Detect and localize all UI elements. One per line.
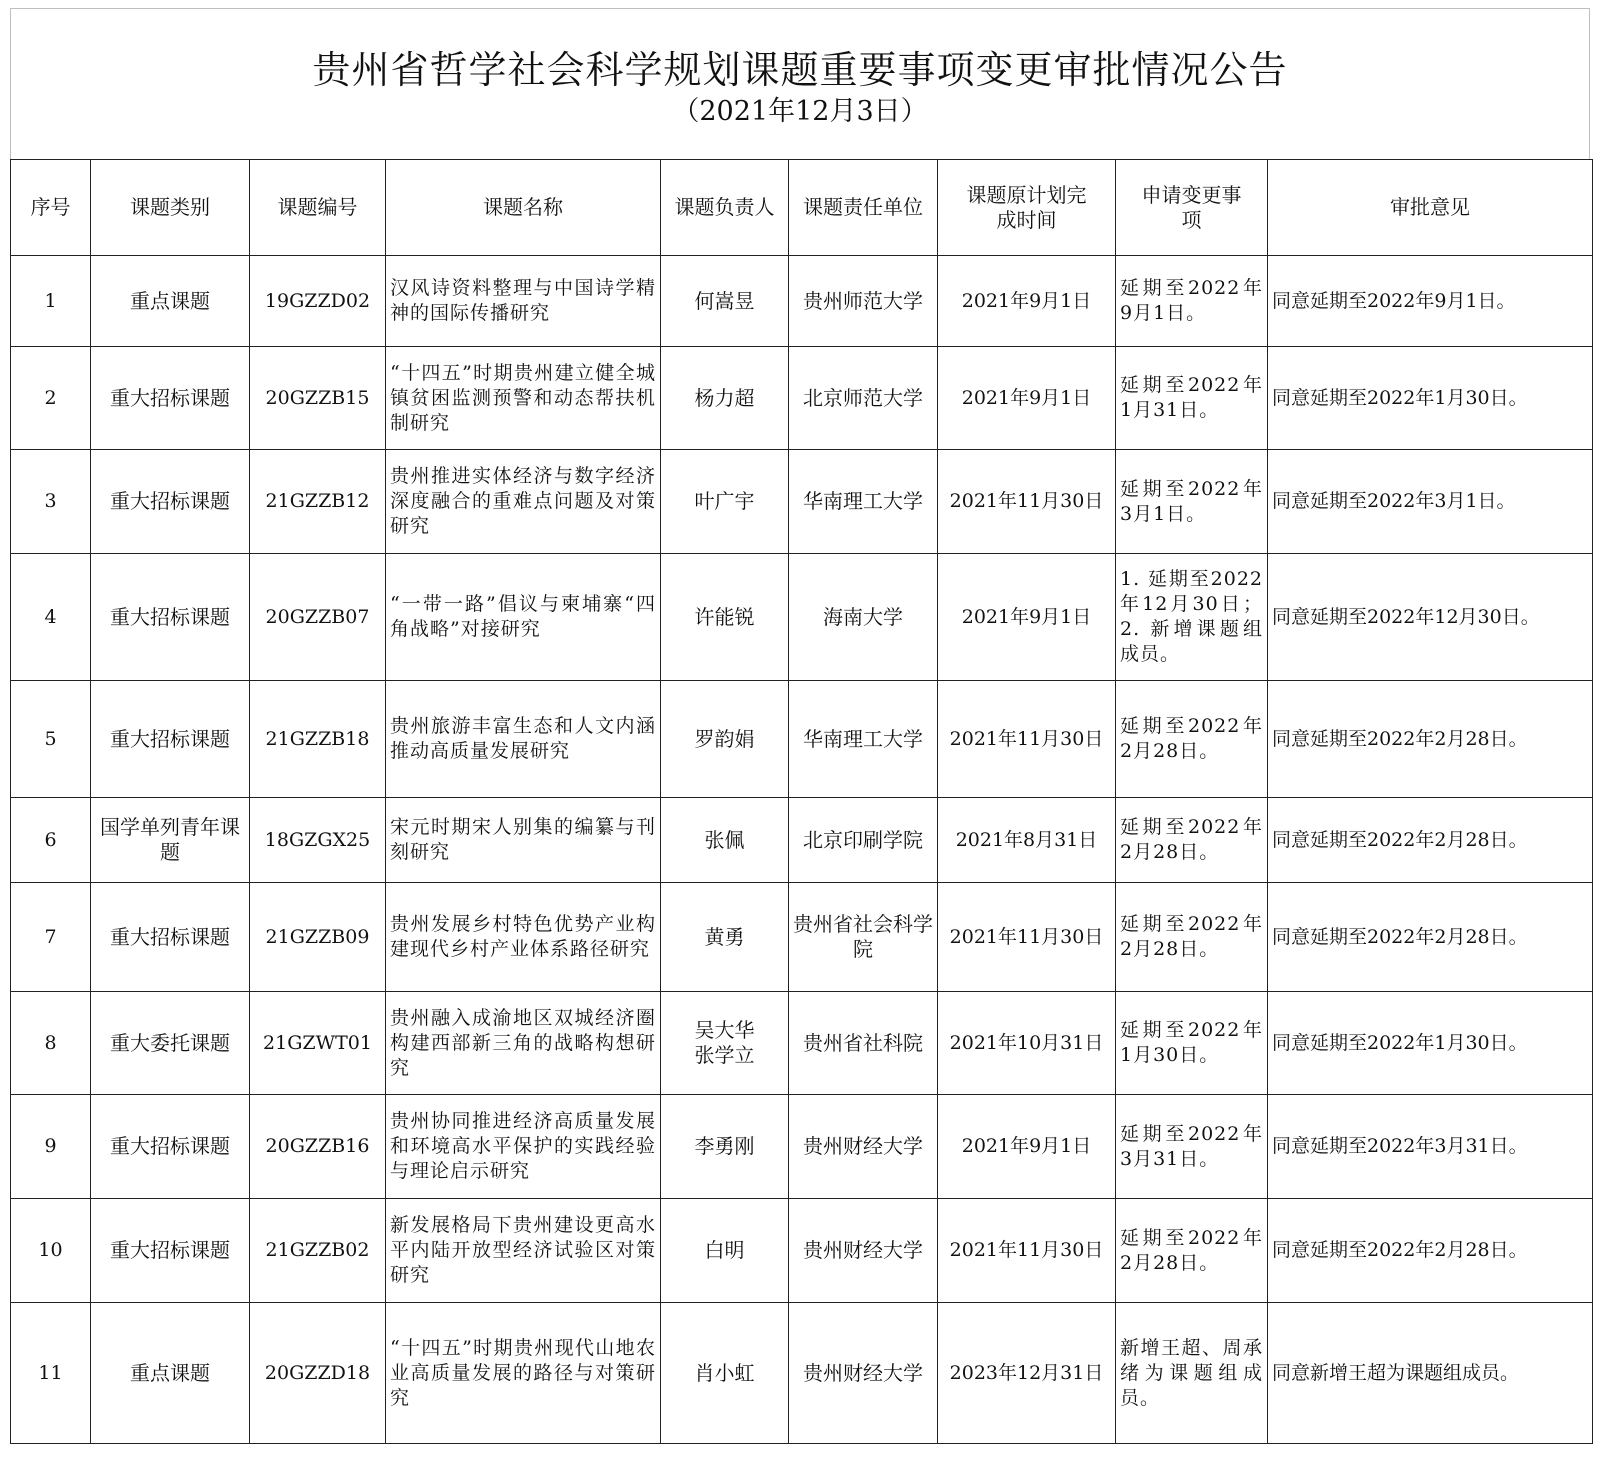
cell-name: “一带一路”倡议与柬埔寨“四角战略”对接研究 (386, 554, 661, 681)
column-header-no: 序号 (11, 160, 91, 256)
cell-code: 20GZZD18 (250, 1303, 386, 1444)
cell-opinion: 同意延期至2022年12月30日。 (1268, 554, 1593, 681)
cell-change: 延期至2022年2月28日。 (1116, 883, 1268, 992)
table-row (11, 883, 1593, 992)
cell-change: 延期至2022年1月31日。 (1116, 347, 1268, 450)
cell-opinion: 同意延期至2022年9月1日。 (1268, 256, 1593, 347)
table-row (11, 1095, 1593, 1199)
cell-no: 1 (11, 256, 91, 347)
cell-name: 宋元时期宋人别集的编纂与刊刻研究 (386, 798, 661, 883)
cell-no: 10 (11, 1199, 91, 1303)
cell-no: 7 (11, 883, 91, 992)
cell-category: 重大委托课题 (91, 992, 250, 1095)
cell-leader: 许能锐 (661, 554, 789, 681)
table-row (11, 992, 1593, 1095)
cell-opinion: 同意延期至2022年1月30日。 (1268, 347, 1593, 450)
cell-no: 11 (11, 1303, 91, 1444)
cell-category: 重大招标课题 (91, 1095, 250, 1199)
approval-table (10, 159, 1593, 1444)
cell-unit: 贵州省社科院 (789, 992, 938, 1095)
cell-planned: 2021年11月30日 (938, 883, 1116, 992)
cell-change: 延期至2022年1月30日。 (1116, 992, 1268, 1095)
cell-opinion: 同意延期至2022年3月31日。 (1268, 1095, 1593, 1199)
column-header-code: 课题编号 (250, 160, 386, 256)
table-row (11, 347, 1593, 450)
cell-leader: 杨力超 (661, 347, 789, 450)
table-row (11, 554, 1593, 681)
table-row (11, 681, 1593, 798)
cell-opinion: 同意延期至2022年3月1日。 (1268, 450, 1593, 554)
cell-no: 3 (11, 450, 91, 554)
cell-no: 5 (11, 681, 91, 798)
cell-planned: 2023年12月31日 (938, 1303, 1116, 1444)
cell-change: 1. 延期至2022年12月30日；2. 新增课题组成员。 (1116, 554, 1268, 681)
cell-name: 汉风诗资料整理与中国诗学精神的国际传播研究 (386, 256, 661, 347)
cell-leader: 罗韵娟 (661, 681, 789, 798)
cell-code: 21GZWT01 (250, 992, 386, 1095)
column-header-name: 课题名称 (386, 160, 661, 256)
cell-unit: 贵州财经大学 (789, 1095, 938, 1199)
cell-unit: 华南理工大学 (789, 450, 938, 554)
cell-no: 2 (11, 347, 91, 450)
cell-opinion: 同意延期至2022年2月28日。 (1268, 798, 1593, 883)
cell-leader: 白明 (661, 1199, 789, 1303)
cell-opinion: 同意延期至2022年2月28日。 (1268, 883, 1593, 992)
cell-unit: 贵州省社会科学院 (789, 883, 938, 992)
cell-opinion: 同意延期至2022年2月28日。 (1268, 1199, 1593, 1303)
cell-code: 21GZZB12 (250, 450, 386, 554)
cell-code: 21GZZB09 (250, 883, 386, 992)
document-sheet (10, 8, 1592, 1444)
cell-change: 延期至2022年2月28日。 (1116, 681, 1268, 798)
cell-category: 重大招标课题 (91, 347, 250, 450)
cell-category: 重点课题 (91, 1303, 250, 1444)
cell-leader: 何嵩昱 (661, 256, 789, 347)
cell-category: 重点课题 (91, 256, 250, 347)
cell-planned: 2021年9月1日 (938, 554, 1116, 681)
cell-no: 8 (11, 992, 91, 1095)
column-header-planned: 课题原计划完成时间 (938, 160, 1116, 256)
cell-change: 延期至2022年2月28日。 (1116, 798, 1268, 883)
cell-category: 重大招标课题 (91, 883, 250, 992)
page-title: 贵州省哲学社会科学规划课题重要事项变更审批情况公告 (312, 48, 1288, 92)
cell-planned: 2021年11月30日 (938, 1199, 1116, 1303)
cell-code: 21GZZB18 (250, 681, 386, 798)
cell-leader: 黄勇 (661, 883, 789, 992)
table-header-row (11, 160, 1593, 256)
cell-planned: 2021年10月31日 (938, 992, 1116, 1095)
cell-unit: 北京印刷学院 (789, 798, 938, 883)
cell-leader: 肖小虹 (661, 1303, 789, 1444)
column-header-unit: 课题责任单位 (789, 160, 938, 256)
cell-category: 重大招标课题 (91, 450, 250, 554)
cell-name: 贵州旅游丰富生态和人文内涵推动高质量发展研究 (386, 681, 661, 798)
cell-name: 贵州推进实体经济与数字经济深度融合的重难点问题及对策研究 (386, 450, 661, 554)
cell-name: 贵州融入成渝地区双城经济圈构建西部新三角的战略构想研究 (386, 992, 661, 1095)
cell-no: 9 (11, 1095, 91, 1199)
table-row (11, 1303, 1593, 1444)
cell-code: 20GZZB15 (250, 347, 386, 450)
cell-code: 21GZZB02 (250, 1199, 386, 1303)
table-row (11, 798, 1593, 883)
column-header-category: 课题类别 (91, 160, 250, 256)
cell-no: 6 (11, 798, 91, 883)
cell-planned: 2021年11月30日 (938, 681, 1116, 798)
cell-unit: 贵州财经大学 (789, 1303, 938, 1444)
cell-change: 延期至2022年3月1日。 (1116, 450, 1268, 554)
cell-opinion: 同意延期至2022年2月28日。 (1268, 681, 1593, 798)
table-row (11, 1199, 1593, 1303)
cell-category: 重大招标课题 (91, 1199, 250, 1303)
column-header-opinion: 审批意见 (1268, 160, 1593, 256)
cell-change: 延期至2022年3月31日。 (1116, 1095, 1268, 1199)
cell-name: 贵州发展乡村特色优势产业构建现代乡村产业体系路径研究 (386, 883, 661, 992)
cell-category: 重大招标课题 (91, 681, 250, 798)
document-header (10, 8, 1590, 159)
cell-name: 新发展格局下贵州建设更高水平内陆开放型经济试验区对策研究 (386, 1199, 661, 1303)
table-body (11, 256, 1593, 1444)
cell-planned: 2021年9月1日 (938, 256, 1116, 347)
cell-name: “十四五”时期贵州现代山地农业高质量发展的路径与对策研究 (386, 1303, 661, 1444)
cell-opinion: 同意延期至2022年1月30日。 (1268, 992, 1593, 1095)
cell-code: 20GZZB16 (250, 1095, 386, 1199)
cell-leader: 吴大华 张学立 (661, 992, 789, 1095)
cell-name: 贵州协同推进经济高质量发展和环境高水平保护的实践经验与理论启示研究 (386, 1095, 661, 1199)
cell-code: 19GZZD02 (250, 256, 386, 347)
cell-name: “十四五”时期贵州建立健全城镇贫困监测预警和动态帮扶机制研究 (386, 347, 661, 450)
cell-unit: 北京师范大学 (789, 347, 938, 450)
cell-planned: 2021年11月30日 (938, 450, 1116, 554)
cell-unit: 海南大学 (789, 554, 938, 681)
cell-code: 20GZZB07 (250, 554, 386, 681)
cell-planned: 2021年8月31日 (938, 798, 1116, 883)
cell-change: 新增王超、周承绪为课题组成员。 (1116, 1303, 1268, 1444)
cell-unit: 贵州财经大学 (789, 1199, 938, 1303)
cell-leader: 叶广宇 (661, 450, 789, 554)
cell-planned: 2021年9月1日 (938, 1095, 1116, 1199)
cell-category: 重大招标课题 (91, 554, 250, 681)
cell-unit: 华南理工大学 (789, 681, 938, 798)
table-row (11, 256, 1593, 347)
table-row (11, 450, 1593, 554)
column-header-change: 申请变更事项 (1116, 160, 1268, 256)
cell-category: 国学单列青年课题 (91, 798, 250, 883)
cell-opinion: 同意新增王超为课题组成员。 (1268, 1303, 1593, 1444)
cell-leader: 李勇刚 (661, 1095, 789, 1199)
cell-change: 延期至2022年9月1日。 (1116, 256, 1268, 347)
page-subtitle: （2021年12月3日） (672, 96, 928, 127)
cell-change: 延期至2022年2月28日。 (1116, 1199, 1268, 1303)
cell-planned: 2021年9月1日 (938, 347, 1116, 450)
cell-no: 4 (11, 554, 91, 681)
column-header-leader: 课题负责人 (661, 160, 789, 256)
cell-leader: 张佩 (661, 798, 789, 883)
cell-unit: 贵州师范大学 (789, 256, 938, 347)
cell-code: 18GZGX25 (250, 798, 386, 883)
